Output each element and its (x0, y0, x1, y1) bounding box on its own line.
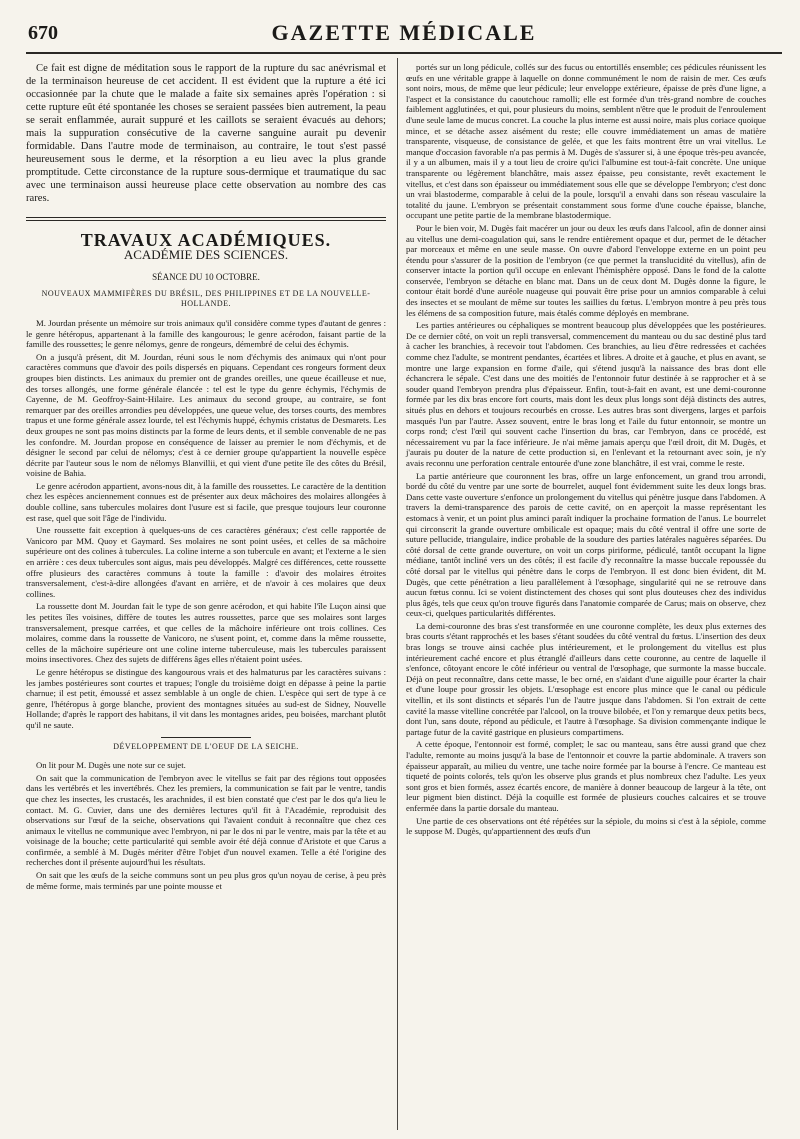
column-divider (397, 58, 398, 1130)
newspaper-page (26, 8, 782, 1132)
paragraph: Une partie de ces observations ont été répétées sur la sépiole, du moins si c'est à la sépiole, comme le suppose M. Dugès, qu'appartiennent des œufs d'un (406, 815, 766, 837)
paragraph: Une roussette fait exception à quelques-uns de ces caractères généraux; c'est celle rapportée de Vanicoro par MM. Quoy et Gaymard. Ses molaires ne sont point usées, et celles de sa mâchoire supérieure ont des colines à tubercules. La coline interne a son tubercule en avant; et l'externe a le sien en arrière : ces deux tubercules sont aigus, mais peu développés. Malgré ces différences, cette roussette offre plusieurs des caractères communs à toute la famille : d'avoir des molaires étroites transversalement, c'est-à-dire allongées d'avant en arrière, et de n'avoir à ces molaires que deux collines. (26, 525, 386, 599)
paragraph: La roussette dont M. Jourdan fait le type de son genre acérodon, et qui habite l'île Luçon ainsi que les petites îles voisines, diffère de toutes les autres roussettes, parce que ses molaires sont larges transversalement, presque carrées, et que celles de la mâchoire inférieure ont trois collines. Ces molaires, comme dans la roussette de Vanicoro, ne s'usent point, et, comme dans la même roussette, celles de la mâchoire supérieure ont une coline interne tuberculeuse, mais les tubercules paraissent moins insectivores. Chez des sujets de différens âges elles n'étaient point usées. (26, 601, 386, 665)
paragraph: On lit pour M. Dugès une note sur ce sujet. (36, 760, 186, 771)
seance-date: SÉANCE DU 10 OCTOBRE. (152, 272, 260, 283)
paragraph: On a jusqu'à présent, dit M. Jourdan, réuni sous le nom d'échymis des animaux qui n'ont pour caractères communs que d'avoir des poils dispersés en piquans. Cependant ces rongeurs forment deux groupes bien distincts. Les animaux du premier ont de grandes oreilles, une queue écailleuse et nue, des torses allongés, une forme générale élancée : tel est le type du genre échymis, l'échymis de Cayenne, de M. Geoffroy-Saint-Hilaire. Les animaux du second groupe, au contraire, se font remarquer par des oreilles arrondies peu développées, une queue velue, des torses courts, des membres trapus et une forme générale assez lourde, tel est l'échymis huppé, échymis cristatus de Desmarets. Les deux groupes ne sont pas moins distincts par la forme de leurs dents, et il semble convenable de ne pas les confondre. M. Jourdan propose en conséquence de laisser au premier le nom d'échymis, et de désigner le second par celui de nélomys; c'est à ce dernier groupe qu'appartient la nouvelle espèce décrite par l'auteur sous le nom de nélomys Blanvillii, et qui vient d'une petite île des côtes du Brésil, voisine de Bahia. (26, 351, 386, 479)
left-column (26, 62, 386, 893)
paragraph: A cette époque, l'entonnoir est formé, complet; le sac ou manteau, sans être aussi grand que chez l'adulte, remonte au moins jusqu'à la base de l'entonnoir et couvre la partie abdominale. A travers son épaisseur apparaît, au milieu du ventre, une tache noire formée par la bourse à l'encre. Ce manteau est tiqueté de points colorés, tels qu'on les observe plus grands et plus nombreux chez l'adulte. Les yeux sont gros et bien formés, assez écartés encore, de manière à donner beaucoup de largeur à la tête, ont leur pigment bien distinct. Déjà la coquille est formée de plusieurs couches calcaires et se trouve enfermée dans la partie dorsale du manteau. (406, 739, 766, 813)
paragraph: On sait que la communication de l'embryon avec le vitellus se fait par des régions tout opposées dans les vertébrés et les invertébrés. Chez les premiers, la communication se fait par le ventre, tandis que chez les insectes, les crustacés, les arachnides, il est bien constaté que c'est par le dos qu'a lieu le contact. M. G. Cuvier, dans une des dernières lectures qu'il fit à l'Académie, reproduisit des observations sur l'œuf de la seiche, observations qui l'avaient conduit à reconnaître que chez ces animaux le vitellus ne communique avec l'embryon, ni par le dos ni par le ventre, mais par la tête et au voisinage de la bouche; cette particularité qui semble avoir été déjà connue d'Aristote et que Carus a confirmée, a semblé à M. Dugès mériter d'être l'objet d'un nouvel examen. Telle a été l'origine des recherches dont il présente aujourd'hui les résultats. (26, 772, 386, 868)
journal-title: GAZETTE MÉDICALE (271, 20, 537, 45)
paragraph: On sait que les œufs de la seiche communs sont un peu plus gros qu'un noyau de cerise, à peu près de même forme, mais terminés par une pointe mousse et (26, 870, 386, 891)
article-subheading: NOUVEAUX MAMMIFÈRES DU BRÉSIL, DES PHILIPPINES ET DE LA NOUVELLE-HOLLANDE. (41, 288, 371, 309)
paragraph: portés sur un long pédicule, collés sur des fucus ou entortillés ensemble; ces pédicules réunissent les œufs en une véritable grappe à laquelle on donne communément le nom de raisin de mer. Ces œufs sont noirs, mous, de même que leur pédicule; leur enveloppe extérieure, épaisse de près d'une ligne, a l'aspect et la consistance du caoutchouc ramolli; elle est formée d'un très-grand nombre de couches faiblement agglutinées, et qui, pour plusieurs du moins, semblent n'être que le produit de l'enroulement d'une seule lame de mucus concret. La couche la plus interne est aussi noire, mais plus coriace quoique mince, et se détache assez aisément du reste; elle couvre immédiatement un amas de matière transparente, visqueuse, de consistance de gelée, et que les faits montrent être un vrai vitellus. Le manque d'occasion favorable n'a pas permis à M. Dugès de s'assurer si, à une époque très-peu avancée, il y a un albumen, mais il y a tout lieu de croire qu'ici l'albumine est tout-à-fait concrète. Une unique transparente ou légèrement blanchâtre, mais assez épaisse, peu consistante, revêt exactement le vitellus, et c'est dans son épaisseur ou immédiatement sous elle que se développe l'embryon; c'est donc un vrai blastoderme, comparable à celui de la poule, lorsqu'il a envahi dans son réseau vasculaire la totalité du jaune. L'embryon se présentait constamment sous forme d'une couche épaisse, blanche, occupant une petite partie de la membrane blastodermique. (406, 62, 766, 221)
section-rule (26, 217, 386, 221)
right-column (406, 62, 766, 839)
paragraph: M. Jourdan présente un mémoire sur trois animaux qu'il considère comme types d'autant de genres : le genre hétéropus, appartenant à la famille des kangourous; le genre acérodon, faisant partie de la famille des roussettes; le genre nélomys, genre de rongeurs, démembré de celui des échymis. (26, 317, 386, 350)
article-subheading: DÉVELOPPEMENT DE L'OEUF DE LA SEICHE. (113, 741, 299, 751)
academy-heading: ACADÉMIE DES SCIENCES. (123, 246, 289, 262)
section-title: TRAVAUX ACADÉMIQUES. (80, 230, 332, 250)
paragraph: La partie antérieure que couronnent les bras, offre un large enfoncement, un grand trou arrondi, bordé du côté du ventre par une sorte de bourrelet, auquel font évidemment suite les deux longs bras. Dans cette vaste ouverture s'enfonce un prolongement du vitellus qui pénètre jusque dans l'abdomen. A travers la demi-transparence des parois de cette cavité, on en aperçoit la masse représentant les estomacs à venir, et un point plus aminci paraît indiquer la prochaine formation de l'anus. Le bourrelet qui circonscrit la grande ouverture ombilicale est opaque; mais du côté ventral il offre une sorte de suture pellucide, triangulaire, indice probable de la soudure des parties latérales naguères séparées. Du côté dorsal de cette grande ouverture, on voit un corps piriforme, pédiculé, tantôt occupant la ligne médiane, tantôt incliné vers un des côtés; il est facile d'y reconnaître la masse buccale repoussée du côté dorsal par le vitellus qui pénètre dans le corps de l'embryon. Il est donc bien évident, dit M. Dugès, que cette pénétration a lieu parallèlement à l'œsophage, singularité qui ne se retrouve dans aucun fœtus connu. Ici se voient distinctement des choses qui sont plus douteuses chez des individus plus âgés, tels que ceux qu'on trouve figurés dans l'anatomie comparée de Carus; mais on observe, chez ceux-ci, quelques particularités différentes. (406, 470, 766, 619)
page-number: 670 (28, 22, 58, 44)
paragraph: Pour le bien voir, M. Dugès fait macérer un jour ou deux les œufs dans l'alcool, afin de donner ainsi au vitellus une demi-coagulation qui, sans le rendre entièrement opaque et dur, permet de le détacher par morceaux et même en une seule masse. On ouvre d'abord l'enveloppe externe en un point peu étendu pour s'assurer de la position de l'embryon (ce que permet la translucidité du vitellus), afin de conserver intacte la portion qu'il occupe en enlevant l'hémisphère opposé. Dans le fond de la calotte conservée, l'embryon se détache en blanc mat. Dans un de ceux dont M. Dugès donne la figure, le contour était bordé d'une auréole nuageuse qui pouvait être prise pour un amnios comparable à celui des insectes et se moulant de même sur toutes les saillies du fœtus. L'embryon montre à peu près tous les élémens de sa composition future, mais étalés comme déployés en membrane. (406, 222, 766, 318)
paragraph: Le genre acérodon appartient, avons-nous dit, à la famille des roussettes. Le caractère de la dentition chez les espèces anciennement connues est de présenter aux deux mâchoires des molaires allongées à double colline, sans tubercules molaires dont l'usure est si facile, que presque toujours leur couronne est rase, quel que soit l'âge de l'individu. (26, 480, 386, 523)
paragraph: Les parties antérieures ou céphaliques se montrent beaucoup plus développées que les postérieures. De ce dernier côté, on voit un repli transversal, commencement du manteau ou du sac destiné plus tard à cacher les branchies, à recevoir tout l'abdomen. Ces branchies, au lieu d'être redressées et cachées comme chez l'adulte, se montrent pendantes, écartées et libres. A droite et à gauche, et plus en avant, se montre une large expansion en forme d'aile, qui s'étend jusqu'à la naissance des bras dont elle échancrera le sépale. C'est dans une des moitiés de l'entonnoir futur destinée à se rapprocher et à se souder quand l'embryon prendra plus d'épaisseur. Enfin, tout-à-fait en avant, est une demi-couronne formée par les dix bras encore fort courts, mais dont les deux plus longs sont déjà distincts des autres, situés plus en dehors et toujours recourbés en crosse. Les autres bras sont divergens, larges et parfois masqués l'un par l'autre. Assez souvent, entre le bras long et l'aile du futur entonnoir, se montre un corps rond; c'est l'œil qui souvent cache l'insertion du bras, car l'embryon, dans ce procédé, est nécessairement vu par la face inférieure. Je n'ai même jamais aperçu que l'œil droit, dit M. Dugès, et j'aurais pu douter de la nature de cette production si, en l'enlevant et la retournant avec soin, je n'y avais reconnu une perforation centrale entourée d'une zone blanchâtre, il est vrai, comme le reste. (406, 320, 766, 468)
paragraph: La demi-couronne des bras s'est transformée en une couronne complète, les deux plus externes des bras courts s'étant rapprochés et les bases s'étant soudées du côté ventral du fœtus. L'insertion des deux bras longs se trouve ainsi cachée plus intérieurement, et le prolongement du vitellus est plus intérieurement caché encore et plus étranglé d'ailleurs dans cette couronne, au centre de laquelle il s'enfonce, côtoyant encore le côté inférieur ou ventral de l'œsophage, que surmonte la masse buccale. Déjà on peut reconnaître, dans cette masse, le bec orné, en s'aidant d'une aiguille pour écarter la chair et d'une loupe pour grossir les objets. L'œsophage est encore plus mince que le canal ou pédicule vitellin, et ils sont distincts et séparés l'un de l'autre jusque dans l'abdomen. Si l'on extrait de cette cavité la masse vitelline concrétée par l'alcool, on la trouve bilobée, et l'on y remarque deux petits becs, dont l'un, sans doute, répond au pédicule, et l'autre à l'œsophage. Sa division commençante indique le partage futur de la cavité gastrique en plusieurs compartimens. (406, 620, 766, 737)
intro-paragraph: Ce fait est digne de méditation sous le rapport de la rupture du sac anévrismal et de la terminaison heureuse de cet accident. Il est évident que la rupture a été ici occasionnée par la chute que le malade a faite six semaines après l'opération : si cette rupture eût été spontanée les choses se seraient passées bien autrement, la peau se serait enflammée, aurait suppuré et les caillots se seraient évacués au dehors; mais la suppuration consécutive de la caverne sanguine aurait pu devenir formidable. Dans l'autre mode de terminaison, au contraire, le tout s'est passé heureusement sous le derme, et la résorption a eu lieu avec la plus grande promptitude. Cette circonstance de la rupture sous-dermique et traumatique du sac avec une terminaison aussi heureuse place cette observation au nombre des cas rares. (26, 63, 386, 204)
paragraph: Le genre hétéropus se distingue des kangourous vrais et des halmaturus par les caractères suivans : les jambes postérieures sont courtes et trapues; l'ongle du troisième doigt en dépasse à peine la partie charnue; il est petit, émoussé et assez semblable à un ongle de chien. L'espèce qui sert de type à ce genre, l'hétéropus à gorge blanche, provient des montagnes situées au sud-est de Sidney, Nouvelle Hollande; d'après le rapport des habitans, il vit dans les montagnes arides, peu boisées, marchant plutôt qu'il ne saute. (26, 666, 386, 730)
divider (161, 737, 251, 738)
page-header (26, 8, 782, 54)
